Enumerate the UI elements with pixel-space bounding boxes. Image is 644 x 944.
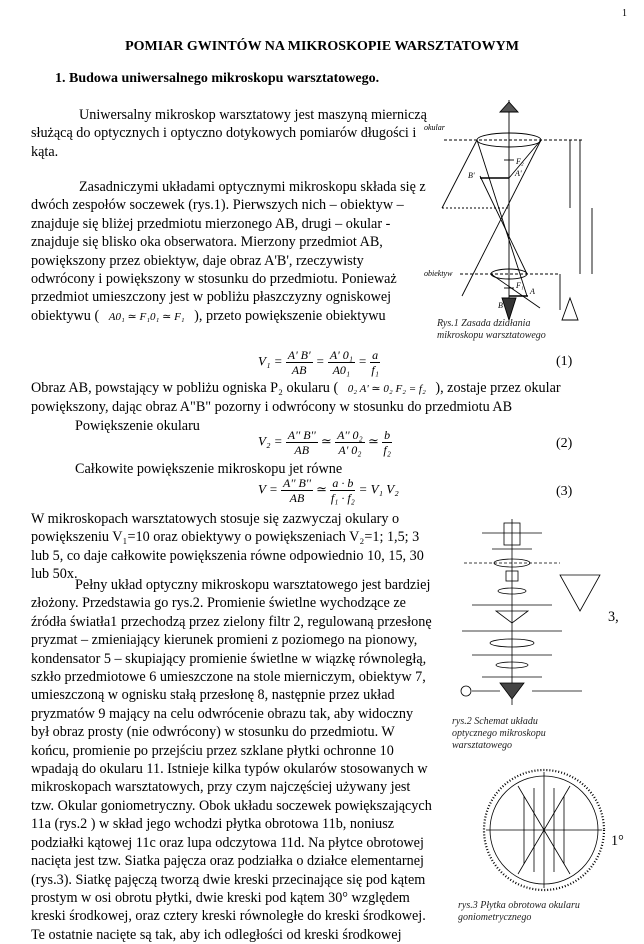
denominator: f₁ <box>371 363 379 377</box>
text-line: Zasadniczymi układami optycznymi mikroskopu składa się z <box>79 179 426 195</box>
denominator: A0₁ <box>332 363 351 377</box>
text-line: był obraz prosty (nie odwrócony) w stosunku do przedmiotu. W <box>31 724 395 741</box>
figure-label: F₁ <box>516 281 524 290</box>
inline-equation: 0₂ A' ≃ 0₂ F₂ = f₂ <box>347 383 426 395</box>
light-source <box>461 686 471 696</box>
text-line: kąta. <box>31 143 59 160</box>
equation-number: (2) <box>556 436 573 451</box>
denominator: AB <box>291 363 307 377</box>
text-line: prostym w osi obrotu płytki, dwie kreski pod kątem 30° względem <box>31 889 410 906</box>
fraction <box>382 428 392 457</box>
text-line: kondensator 5 – skupiający promienie świetlne w wiązkę równoległą, <box>31 650 427 667</box>
equation-rhs: = V₁ V₂ <box>358 481 399 497</box>
figure-caption <box>452 716 546 752</box>
figure-label: F₂ <box>516 157 524 166</box>
numerator: A' 0₁ <box>329 348 353 362</box>
text-line: znajduje się bliżej przedmiotu mierzonego AB, drugi – okular - <box>31 215 391 232</box>
figure-label: B' <box>468 171 475 180</box>
text-line: podziałki kątowej 11c oraz lupa odczytowa 11d. Na płytce obrotowej <box>31 834 424 851</box>
equation-lhs: V₂ = <box>258 433 283 449</box>
caption-line: rys.3 Płytka obrotowa okularu <box>458 900 580 911</box>
figure-label: A <box>530 287 535 296</box>
denominator: AB <box>289 491 305 505</box>
text-line: pryzmat – zmieniający kierunek promieni z poziomego na pionowy, <box>31 632 418 649</box>
figure-label: okular <box>424 123 445 132</box>
caption-line: Rys.1 Zasada działania <box>437 318 531 329</box>
figure-label: B <box>498 301 503 310</box>
text-line: pryzmatów 9 mający na celu odwrócenie obrazu tak, aby widoczny <box>31 705 414 722</box>
text-line: złożony. Przedstawia go rys.2. Promienie świetlne wychodzące ze <box>31 595 406 612</box>
object-stage <box>502 298 516 320</box>
caption-line: optycznego mikroskopu <box>452 728 546 739</box>
text-line: Całkowite powiększenie mikroskopu jet równe <box>75 461 343 477</box>
ray <box>462 140 541 296</box>
equation-1: V₁ = $\frac{A' B'}{AB}$ = $\frac{\text{A' 0₁}}{\text{A0₁}}$ = $\frac{a}{\text{f₁}}$ <box>258 348 379 377</box>
text-line: końcu, promienie po przejściu przez szklane płytki ochronne 10 <box>31 742 394 759</box>
figure-microscope-principle <box>420 98 630 346</box>
figure-rotary-plate <box>478 766 618 896</box>
numerator: A'' B'' <box>282 476 311 490</box>
caption-line: goniometrycznego <box>458 912 532 923</box>
fraction <box>330 476 355 505</box>
text-line: Powiększenie okularu <box>75 417 200 434</box>
text-fragment: Obraz AB, powstający w pobliżu ogniska P₂ okularu ( <box>31 380 339 396</box>
text-line: przedmiot umieszczony jest w pobliżu płaszczyzny ogniskowej <box>31 289 392 306</box>
figure-side-text: 3, <box>608 609 619 625</box>
fraction <box>286 428 318 457</box>
numerator: A'' 0₂ <box>337 428 363 442</box>
text-line: lub 5, co daje całkowite powiększenia równe odpowiednio 10, 15, 30 <box>31 547 424 564</box>
text-line <box>31 307 426 326</box>
equation-number: (1) <box>556 354 573 369</box>
text-line: wpadają do okularu 11. Istnieje kilka typów okularów stosowanych w <box>31 761 428 778</box>
document-title: POMIAR GWINTÓW NA MIKROSKOPIE WARSZTATOWYM <box>125 39 519 54</box>
page-number: 1 <box>622 8 627 19</box>
text-line: mikroskopach warsztatowych, przy czym najczęściej używany jest <box>31 779 411 796</box>
fraction <box>370 348 380 377</box>
eye-icon <box>500 102 518 112</box>
text-line: dwóch zespołów soczewek (rys.1). Pierwszych nich – obiektyw – <box>31 197 404 214</box>
figure-label: A' <box>515 169 522 178</box>
paragraph-optics <box>31 178 426 326</box>
figure-caption <box>458 900 580 924</box>
inset-prism <box>560 575 600 611</box>
paragraph-eyepiece <box>31 379 561 435</box>
equation-3: V = $\frac{A'' B''}{AB}$ ≃ $\frac{a \cdot b}{\text{f₁ · f₂}}$ = V₁ V₂ <box>258 476 399 505</box>
text-line: powiększony przez obiektyw, daje obraz A'B', rzeczywisty <box>31 252 364 269</box>
text-line: 11a (rys.2 ) w skład jego wchodzi płytka obrotowa 11b, noniusz <box>31 816 395 833</box>
text-line: tzw. Okular goniometryczny. Obok układu soczewek powiększających <box>31 797 432 814</box>
denominator: f₁ · f₂ <box>330 491 355 505</box>
text-line: odwrócony i powiększony w stosunku do przedmiotu. Ponieważ <box>31 271 397 288</box>
text-line: W mikroskopach warsztatowych stosuje się zazwyczaj okulary o <box>31 511 400 527</box>
text-fragment: ), zostaje przez okular <box>435 380 561 396</box>
text-line: Uniwersalny mikroskop warsztatowy jest maszyną mierniczą <box>79 107 427 123</box>
figure-label: obiektyw <box>424 269 453 278</box>
text-line: źródła światła1 przechodzą przez zielony filtr 2, regulowaną przesłonę <box>31 613 432 630</box>
text-line: nacięta jest tzw. Siatka pajęcza oraz podziałka o działce elementarnej <box>31 853 424 870</box>
equation-lhs: V₁ = <box>258 353 283 369</box>
ray <box>480 176 527 274</box>
text-line: powiększeniu V₁=10 oraz obiektywy o powiększeniach V₂=1; 1,5; 3 <box>31 529 420 546</box>
fraction <box>335 428 365 457</box>
text-line: powiększony, dając obraz A"B" pozorny i odwrócony w stosunku do przedmiotu AB <box>31 399 513 416</box>
numerator: b <box>384 428 391 442</box>
numerator: a <box>372 348 379 362</box>
denominator: f₂ <box>383 443 391 457</box>
numerator: A'' B'' <box>287 428 316 442</box>
text-fragment: ), przeto powiększenie obiektywu <box>194 307 386 324</box>
text-line: znajduje się blisko oka obserwatora. Mierzony przedmiot AB, <box>31 234 383 251</box>
text-line <box>31 379 561 398</box>
fraction <box>328 348 355 377</box>
text-line: lub 50x. <box>31 566 78 583</box>
figure-optical-scheme <box>452 515 612 715</box>
numerator: a · b <box>332 476 354 490</box>
paragraph-intro <box>31 106 427 161</box>
caption-line: rys.2 Schemat układu <box>452 716 538 727</box>
text-line: szkło przedmiotowe 6 umieszczone na stole mierniczym, obiektyw 7, <box>31 669 426 686</box>
caption-line: mikroskopu warsztatowego <box>437 330 546 341</box>
text-line: Te ostatnie nacięte są tak, aby ich odległości od kreski środkowej <box>31 926 402 943</box>
text-line: (rys.3). Siatkę pajęczą tworzą dwie kreski przecinające się pod kątem <box>31 871 426 888</box>
text-line: Pełny układ optyczny mikroskopu warsztatowego jest bardziej <box>75 577 431 593</box>
text-fragment: obiektywu ( <box>31 307 100 324</box>
equation-lhs: V = <box>258 481 278 497</box>
fraction <box>281 476 313 505</box>
inline-equation: A0₁ ≃ F₁0₁ ≃ F₁ <box>108 310 185 323</box>
text-line: służącą do optycznych i optyczno dotykowych pomiarów długości i <box>31 125 417 142</box>
figure-side-text: 1° <box>611 833 624 849</box>
denominator: A' 0₂ <box>338 443 362 457</box>
fraction <box>286 348 313 377</box>
paragraph-optical-system <box>31 576 432 944</box>
numerator: A' B' <box>287 348 311 362</box>
paragraph-magnifications <box>31 510 424 584</box>
equation-2: V₂ = $\frac{A'' B''}{AB}$ ≃ $\frac{\text{A'' 0₂}}{\text{A' 0₂}}$ ≃ $\frac{b}{\text{f₂}}$ <box>258 428 391 457</box>
text-line: kreski środkowej, oraz cztery kreski równoległe do kreski środkowej. <box>31 908 426 925</box>
denominator: AB <box>294 443 310 457</box>
text-line: umieszczoną w ognisku stałą przesłonę 8, następnie przez układ <box>31 687 395 704</box>
section-heading: 1. Budowa uniwersalnego mikroskopu warsztatowego. <box>55 71 380 86</box>
object-prism <box>562 298 578 320</box>
caption-line: warsztatowego <box>452 740 513 751</box>
figure-caption <box>437 318 546 342</box>
mirror-prism <box>500 683 524 699</box>
equation-number: (3) <box>556 484 573 499</box>
